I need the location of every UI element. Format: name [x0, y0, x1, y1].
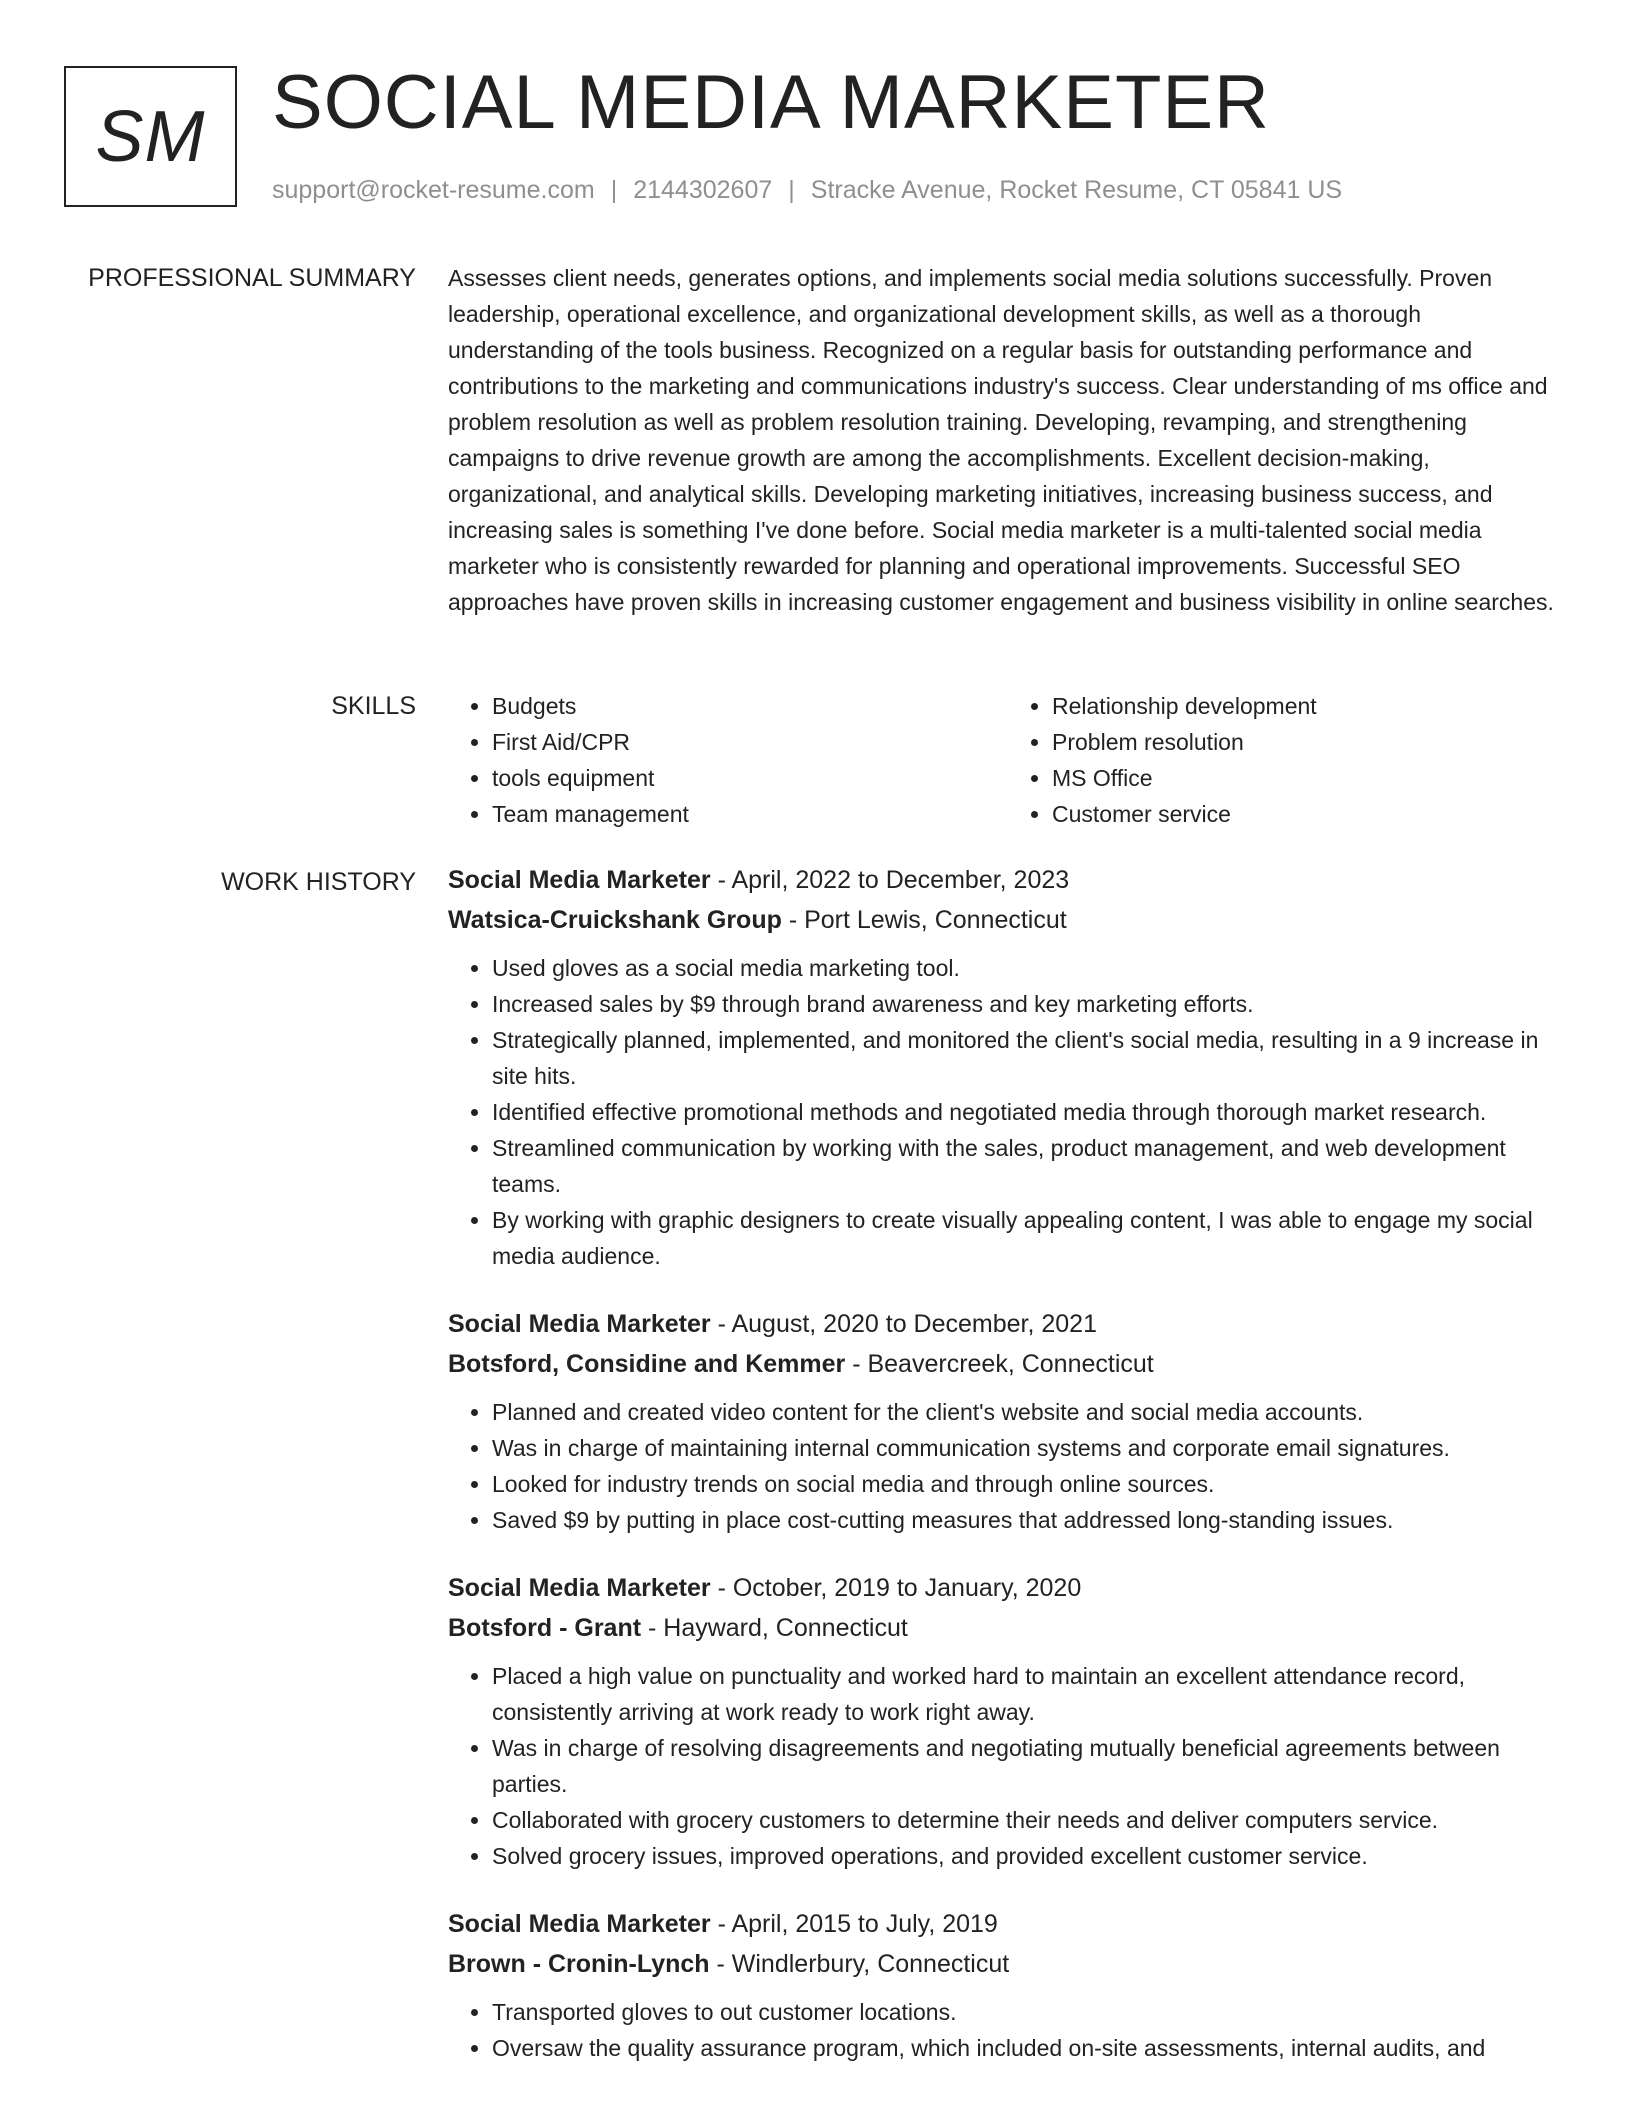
- contact-phone[interactable]: 2144302607: [633, 176, 773, 204]
- job-dates: - April, 2015 to July, 2019: [710, 1910, 998, 1938]
- job-bullet: • Identified effective promotional methods and negotiated media through thorough market research.: [492, 1094, 1568, 1130]
- job-bullet: • Collaborated with grocery customers to determine their needs and deliver computers service.: [492, 1802, 1568, 1838]
- job-company: Watsica-Cruickshank Group: [448, 906, 782, 934]
- job-entry: [448, 860, 1568, 1274]
- job-location: - Beavercreek, Connecticut: [845, 1350, 1154, 1378]
- job-company: Botsford, Considine and Kemmer: [448, 1350, 846, 1378]
- work-history-heading: WORK HISTORY: [221, 868, 416, 896]
- job-role: Social Media Marketer: [448, 866, 711, 894]
- job-location: - Windlerbury, Connecticut: [709, 1950, 1010, 1978]
- job-bullet: • Oversaw the quality assurance program, which included on-site assessments, internal audits, and: [492, 2030, 1568, 2066]
- skills-list-right: [1008, 688, 1568, 832]
- job-bullet: • Used gloves as a social media marketing tool.: [492, 950, 1568, 986]
- job-dates: - April, 2022 to December, 2023: [710, 866, 1070, 894]
- job-bullet: • Saved $9 by putting in place cost-cutting measures that addressed long-standing issues.: [492, 1502, 1568, 1538]
- job-entry: [448, 1568, 1568, 1874]
- job-role: Social Media Marketer: [448, 1310, 711, 1338]
- skill-item: • First Aid/CPR: [492, 724, 1008, 760]
- job-bullet: • Increased sales by $9 through brand awareness and key marketing efforts.: [492, 986, 1568, 1022]
- job-role: Social Media Marketer: [448, 1574, 711, 1602]
- job-dates: - August, 2020 to December, 2021: [710, 1310, 1097, 1338]
- job-bullet: • Was in charge of maintaining internal communication systems and corporate email signatures.: [492, 1430, 1568, 1466]
- job-company: Brown - Cronin-Lynch: [448, 1950, 710, 1978]
- job-bullet: • Looked for industry trends on social media and through online sources.: [492, 1466, 1568, 1502]
- skill-item: • Problem resolution: [1052, 724, 1568, 760]
- job-bullets: [448, 950, 1568, 1274]
- job-bullets: [448, 1994, 1568, 2066]
- contact-separator: |: [610, 176, 618, 204]
- monogram-logo: SM: [64, 66, 237, 207]
- skills-heading: SKILLS: [331, 692, 416, 720]
- contact-address: Stracke Avenue, Rocket Resume, CT 05841 US: [810, 176, 1343, 204]
- skill-item: • Customer service: [1052, 796, 1568, 832]
- resume-title: SOCIAL MEDIA MARKETER: [272, 60, 1270, 145]
- job-bullet: • Strategically planned, implemented, and monitored the client's social media, resulting in a 9 increase in site hits.: [492, 1022, 1568, 1094]
- job-bullet: • By working with graphic designers to create visually appealing content, I was able to engage my social media audience.: [492, 1202, 1568, 1274]
- job-company: Botsford - Grant: [448, 1614, 642, 1642]
- job-entry: [448, 1904, 1568, 2066]
- skill-item: • tools equipment: [492, 760, 1008, 796]
- job-entry: [448, 1304, 1568, 1538]
- skill-item: • Team management: [492, 796, 1008, 832]
- job-location: - Hayward, Connecticut: [641, 1614, 908, 1642]
- job-location: - Port Lewis, Connecticut: [781, 906, 1067, 934]
- contact-separator: |: [788, 176, 795, 204]
- job-bullets: [448, 1658, 1568, 1874]
- job-bullet: • Solved grocery issues, improved operations, and provided excellent customer service.: [492, 1838, 1568, 1874]
- job-bullets: [448, 1394, 1568, 1538]
- summary-text: Assesses client needs, generates options, and implements social media solutions successfully. Proven leadership, operational excellence, and organizational development skills, as well as a thorough understanding of the tools business. Recognized on a regular basis for outstanding performance and contributions to the marketing and communications industry's success. Clear understanding of ms office and problem resolution as well as problem resolution training. Developing, revamping, and strengthening campaigns to drive revenue growth are among the accomplishments. Excellent decision-making, organizational, and analytical skills. Developing marketing initiatives, increasing business success, and increasing sales is something I've done before. Social media marketer is a multi-talented social media marketer who is consistently rewarded for planning and operational improvements. Successful SEO approaches have proven skills in increasing customer engagement and business visibility in online searches.: [448, 265, 1554, 615]
- contact-email[interactable]: support@rocket-resume.com: [272, 176, 595, 204]
- summary-heading: PROFESSIONAL SUMMARY: [88, 264, 416, 292]
- skills-list-left: [448, 688, 1008, 832]
- job-bullet: • Streamlined communication by working with the sales, product management, and web development teams.: [492, 1130, 1568, 1202]
- job-bullet: • Planned and created video content for the client's website and social media accounts.: [492, 1394, 1568, 1430]
- skill-item: • MS Office: [1052, 760, 1568, 796]
- job-bullet: • Placed a high value on punctuality and worked hard to maintain an excellent attendance record, consistently arriving at work ready to work right away.: [492, 1658, 1568, 1730]
- contact-line: [272, 174, 1342, 206]
- job-bullet: • Was in charge of resolving disagreements and negotiating mutually beneficial agreements between parties.: [492, 1730, 1568, 1802]
- skill-item: • Relationship development: [1052, 688, 1568, 724]
- job-bullet: • Transported gloves to out customer locations.: [492, 1994, 1568, 2030]
- skill-item: • Budgets: [492, 688, 1008, 724]
- job-role: Social Media Marketer: [448, 1910, 711, 1938]
- job-dates: - October, 2019 to January, 2020: [710, 1574, 1082, 1602]
